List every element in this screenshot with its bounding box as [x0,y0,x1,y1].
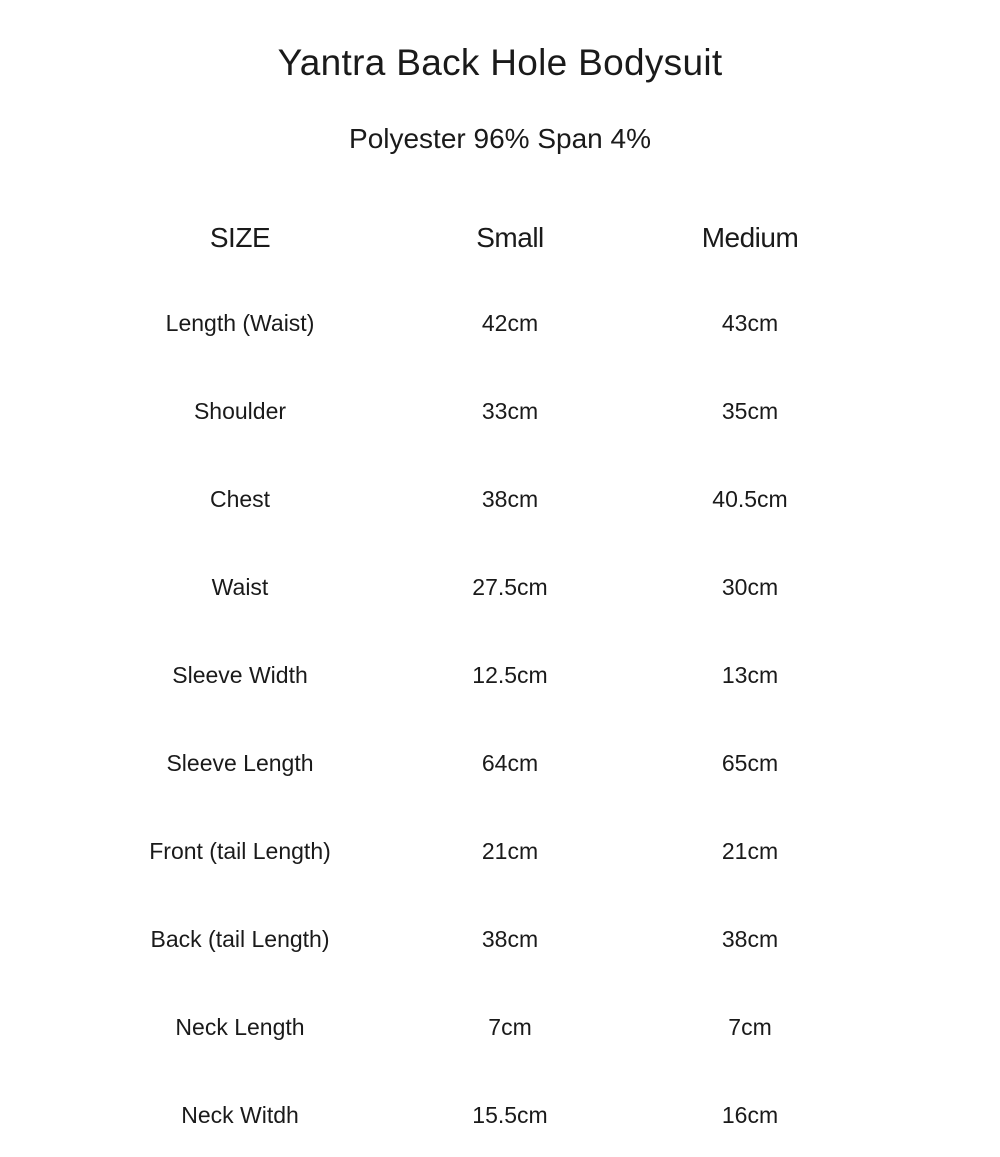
page-title: Yantra Back Hole Bodysuit [277,42,723,83]
row-label: Waist [211,574,269,600]
row-label: Length (Waist) [165,310,315,336]
medium-value: 13cm [721,662,779,688]
small-value: 33cm [481,398,539,424]
row-label: Sleeve Width [172,662,308,688]
medium-value: 40.5cm [712,486,788,512]
row-label: Chest [209,486,271,512]
small-value: 7cm [488,1014,532,1040]
medium-value: 7cm [728,1014,772,1040]
medium-value: 38cm [721,926,779,952]
medium-value: 65cm [721,750,779,776]
small-value: 12.5cm [472,662,548,688]
row-label: Front (tail Length) [149,838,331,864]
small-value: 42cm [481,310,539,336]
header-medium: Medium [701,222,799,253]
medium-value: 16cm [721,1102,779,1128]
small-value: 38cm [481,926,539,952]
medium-value: 43cm [721,310,779,336]
row-label: Neck Witdh [181,1102,299,1128]
medium-value: 35cm [721,398,779,424]
medium-value: 21cm [721,838,779,864]
small-value: 15.5cm [472,1102,548,1128]
small-value: 38cm [481,486,539,512]
header-size: SIZE [209,222,271,253]
row-label: Neck Length [175,1014,305,1040]
small-value: 64cm [481,750,539,776]
header-small: Small [476,222,544,253]
material-subtitle: Polyester 96% Span 4% [349,123,651,154]
small-value: 21cm [481,838,539,864]
medium-value: 30cm [721,574,779,600]
small-value: 27.5cm [472,574,548,600]
row-label: Sleeve Length [166,750,314,776]
row-label: Back (tail Length) [150,926,330,952]
row-label: Shoulder [193,398,287,424]
